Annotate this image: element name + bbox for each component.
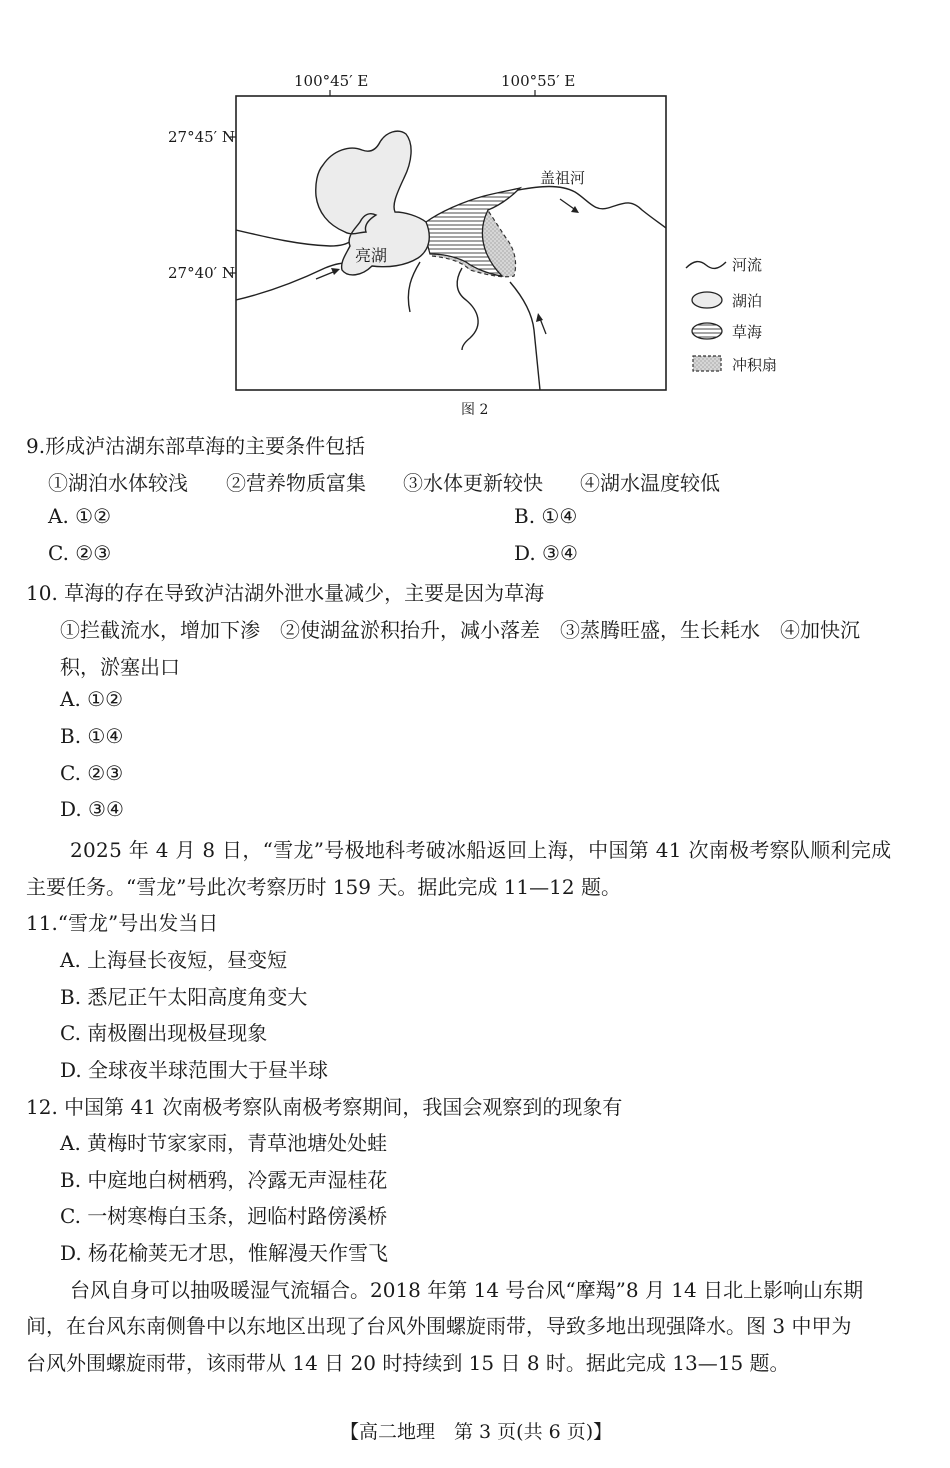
question-10-items-line-2: 积，淤塞出口 [60, 655, 180, 679]
question-9-item-4: ④湖水温度较低 [580, 471, 720, 495]
page-footer: 【高二地理 第 3 页(共 6 页)】 [340, 1421, 613, 1443]
passage-2-line-2: 间，在台风东南侧鲁中以东地区出现了台风外围螺旋雨带，导致多地出现强降水。图 3 中甲为 [26, 1314, 852, 1338]
legend-alluvial-fan-label: 冲积扇 [732, 356, 778, 374]
lat-label-2: 27°40′ N [168, 264, 235, 282]
question-10-stem: 10. 草海的存在导致泸沽湖外泄水量减少，主要是因为草海 [26, 581, 545, 605]
question-11-option-b[interactable]: B. 悉尼正午太阳高度角变大 [60, 985, 308, 1009]
question-12-option-a[interactable]: A. 黄梅时节家家雨，青草池塘处处蛙 [60, 1131, 388, 1155]
question-10-option-c[interactable]: C. ②③ [60, 761, 124, 785]
question-9-item-1: ①湖泊水体较浅 [48, 471, 188, 495]
river-outflow-2 [457, 268, 478, 350]
question-11-option-a[interactable]: A. 上海昼长夜短，昼变短 [60, 948, 288, 972]
lon-label-2: 100°55′ E [501, 72, 576, 90]
question-9-item-3: ③水体更新较快 [403, 471, 543, 495]
question-9-item-2: ②营养物质富集 [226, 471, 366, 495]
legend-alluvial-fan-symbol [693, 356, 721, 371]
river-gaizu [518, 187, 666, 229]
legend-lake-label: 湖泊 [732, 292, 763, 310]
legend-grass-sea-label: 草海 [732, 323, 763, 341]
flow-arrow-gaizu [560, 199, 579, 213]
question-9-option-c[interactable]: C. ②③ [48, 541, 112, 565]
legend-lake-symbol [692, 292, 722, 308]
question-12-option-d[interactable]: D. 杨花榆荚无才思，惟解漫天作雪飞 [60, 1241, 389, 1265]
question-9-stem: 9.形成泸沽湖东部草海的主要条件包括 [26, 434, 366, 458]
lake-name-label: 亮湖 [355, 246, 388, 265]
lake-map [0, 0, 950, 420]
river-south-inflow [510, 282, 540, 390]
legend-river-symbol [686, 262, 726, 269]
lat-label-1: 27°45′ N [168, 128, 235, 146]
legend-grass-sea-symbol [692, 323, 722, 339]
question-10-items-line-1: ①拦截流水，增加下渗 ②使湖盆淤积抬升，减小落差 ③蒸腾旺盛，生长耗水 ④加快沉 [60, 618, 860, 642]
passage-2-line-1: 台风自身可以抽吸暖湿气流辐合。2018 年第 14 号台风“摩羯”8 月 14 日北上影响山东期 [70, 1278, 864, 1302]
question-9-option-d[interactable]: D. ③④ [514, 541, 578, 565]
question-12-option-c[interactable]: C. 一树寒梅白玉条，迥临村路傍溪桥 [60, 1204, 388, 1228]
question-9-option-a[interactable]: A. ①② [48, 504, 112, 528]
lon-label-1: 100°45′ E [294, 72, 369, 90]
river-west-upper [236, 230, 352, 246]
question-12-stem: 12. 中国第 41 次南极考察队南极考察期间，我国会观察到的现象有 [26, 1095, 623, 1119]
passage-1-line-2: 主要任务。“雪龙”号此次考察历时 159 天。据此完成 11—12 题。 [26, 875, 621, 899]
figure-2 [0, 0, 950, 420]
river-name-label: 盖祖河 [540, 169, 586, 187]
question-11-option-d[interactable]: D. 全球夜半球范围大于昼半球 [60, 1058, 329, 1082]
question-9-option-b[interactable]: B. ①④ [514, 504, 578, 528]
passage-1-line-1: 2025 年 4 月 8 日，“雪龙”号极地科考破冰船返回上海，中国第 41 次南极考察队顺利完成 [70, 838, 892, 862]
question-11-stem: 11.“雪龙”号出发当日 [26, 911, 219, 935]
question-10-option-d[interactable]: D. ③④ [60, 797, 124, 821]
legend-river-label: 河流 [732, 256, 763, 274]
figure-caption: 图 2 [461, 402, 489, 418]
river-outflow-1 [408, 262, 420, 312]
question-11-option-c[interactable]: C. 南极圈出现极昼现象 [60, 1021, 268, 1045]
question-10-option-b[interactable]: B. ①④ [60, 724, 124, 748]
passage-2-line-3: 台风外围螺旋雨带，该雨带从 14 日 20 时持续到 15 日 8 时。据此完成 13—15 题。 [26, 1351, 790, 1375]
flow-arrow-west [316, 268, 340, 279]
question-10-option-a[interactable]: A. ①② [60, 687, 124, 711]
question-12-option-b[interactable]: B. 中庭地白树栖鸦，冷露无声湿桂花 [60, 1168, 388, 1192]
flow-arrow-south [536, 313, 546, 334]
